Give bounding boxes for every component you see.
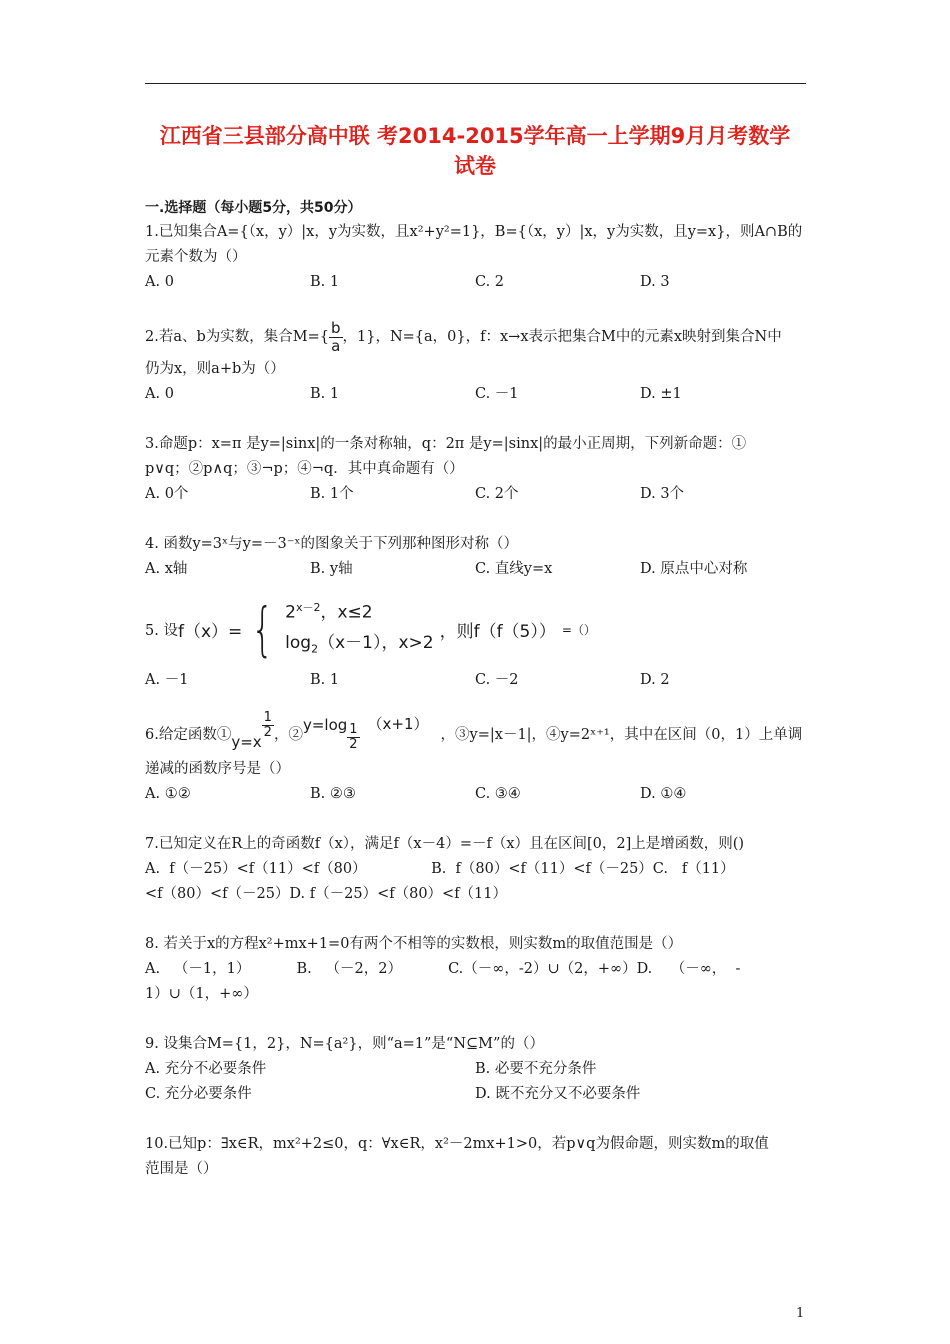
option-c: C. 充分必要条件 — [145, 1086, 252, 1102]
question-9-options-row-2 — [145, 1082, 810, 1107]
question-3-line-1: 3.命题p：x=π 是y=|sinx|的一条对称轴，q：2π 是y=|sinx|的最小正周期，下列新命题：① — [145, 436, 747, 452]
option-b: B. 1 — [310, 386, 340, 402]
option-d: D. 3个 — [640, 486, 685, 502]
question-9-line-1: 9. 设集合M={1，2}，N={a²}，则“a=1”是“N⊆M”的（） — [145, 1036, 544, 1052]
question-6-line-1 — [145, 709, 810, 757]
fraction-numerator: b — [330, 318, 341, 337]
option-c: C. ③④ — [475, 786, 521, 802]
question-3-options — [145, 482, 810, 507]
option-c: C. 2个 — [475, 486, 519, 502]
document-title — [130, 121, 820, 181]
question-8 — [145, 932, 810, 1007]
question-1-line-1: 1.已知集合A={（x，y）|x，y为实数，且x²+y²=1}，B={（x，y）|x，y为实数，且y=x}，则A∩B的 — [145, 224, 803, 240]
option-c: C. 2 — [475, 274, 505, 290]
question-8-line-1: 8. 若关于x的方程x²+mx+1=0有两个不相等的实数根，则实数m的取值范围是（） — [145, 936, 683, 952]
question-2-line-2: 仍为x，则a+b为（） — [145, 361, 285, 377]
question-2 — [145, 317, 810, 407]
question-5-line-1 — [145, 594, 810, 664]
question-5-prefix: 5. 设 — [145, 622, 178, 639]
question-5 — [145, 594, 810, 693]
question-9-options-row-1 — [145, 1057, 810, 1082]
question-4 — [145, 532, 810, 582]
option-c: C. 直线y=x — [475, 561, 553, 577]
question-10-line-1: 10.已知p：∃x∈R，mx²+2≤0，q：∀x∈R，x²－2mx+1>0，若p∨q为假命题，则实数m的取值 — [145, 1136, 769, 1152]
option-b: B. 1 — [310, 672, 340, 688]
question-2-options — [145, 382, 810, 407]
fraction-denominator: a — [331, 336, 341, 355]
question-2-post: ，1}，N={a，0}，f：x→x表示把集合M中的元素x映射到集合N中 — [342, 328, 782, 345]
function-name: f（x）= — [177, 621, 243, 642]
option-a: A. 0个 — [145, 486, 189, 502]
question-1 — [145, 220, 810, 295]
option-d: D. ①④ — [640, 786, 687, 802]
question-10 — [145, 1132, 810, 1182]
option-d: D. 原点中心对称 — [640, 561, 748, 577]
option-c: C. －2 — [475, 672, 519, 688]
question-5-tail: ，则f（f（5）） — [439, 621, 556, 642]
function-1: y=x $\frac{1}{2}$ — [231, 709, 272, 751]
question-7 — [145, 832, 810, 907]
question-7-line-3: <f（80）<f（－25）D. f（－25）<f（80）<f（11） — [145, 886, 508, 902]
option-a: A. 充分不必要条件 — [145, 1061, 267, 1077]
option-b: B. y轴 — [310, 561, 353, 577]
question-8-line-3: 1）∪（1，+∞） — [145, 986, 258, 1002]
option-b: B. 1个 — [310, 486, 354, 502]
option-a: A. ①② — [145, 786, 191, 802]
piecewise-cases — [285, 593, 433, 664]
question-6-line-2: 递减的函数序号是（） — [145, 761, 290, 777]
question-2-pre: 2.若a、b为实数，集合M={ — [145, 328, 329, 345]
question-1-options — [145, 270, 810, 295]
log-base-fraction: $\frac{1}{2}$ — [349, 721, 358, 752]
option-a: A. x轴 — [145, 561, 188, 577]
section-heading: 一.选择题（每小题5分，共50分） — [145, 200, 362, 216]
question-9 — [145, 1032, 810, 1107]
title-line-2: 试卷 — [454, 154, 496, 178]
option-a: A. －1 — [145, 672, 189, 688]
question-6-prefix: 6.给定函数① — [145, 726, 232, 743]
fraction-b-over-a — [329, 320, 343, 355]
question-6-mid: ，② — [273, 726, 303, 743]
option-b: B. ②③ — [310, 786, 356, 802]
question-6-options — [145, 782, 810, 807]
question-6-post: ，③y=|x－1|，④y=2ˣ⁺¹，其中在区间（0，1）上单调 — [440, 726, 803, 743]
page-number: 1 — [796, 1306, 805, 1321]
header-rule — [145, 83, 806, 84]
option-b: B. 必要不充分条件 — [475, 1061, 597, 1077]
question-3 — [145, 432, 810, 507]
piecewise-function — [178, 593, 556, 664]
question-10-line-2: 范围是（） — [145, 1161, 218, 1177]
function-2: y=log $\frac{1}{2}$ （x+1） — [302, 714, 429, 752]
question-4-options — [145, 557, 810, 582]
left-brace-icon: { — [251, 595, 274, 663]
option-a: A. 0 — [145, 386, 174, 402]
option-a: A. 0 — [145, 274, 174, 290]
question-7-line-1: 7.已知定义在R上的奇函数f（x），满足f（x－4）=－f（x）且在区间[0，2]上是增函数，则() — [145, 836, 745, 852]
question-6 — [145, 709, 810, 807]
question-1-line-2: 元素个数为（） — [145, 249, 247, 265]
question-2-line-1 — [145, 317, 810, 357]
question-3-line-2: p∨q；②p∧q；③¬p；④¬q．其中真命题有（） — [145, 461, 464, 477]
question-4-line-1: 4. 函数y=3ˣ与y=－3⁻ˣ的图象关于下列那种图形对称（） — [145, 536, 519, 552]
exponent-fraction: $\frac{1}{2}$ — [263, 709, 272, 740]
option-d: D. 2 — [640, 672, 670, 688]
option-c: C. －1 — [475, 386, 519, 402]
case-1: $2^{x-2}$，x≤2 — [285, 601, 373, 624]
question-8-line-2: A. （－1，1） B. （－2，2） C.（－∞，-2）∪（2，+∞）D. （－∞， - — [145, 961, 741, 977]
question-5-options — [145, 668, 810, 693]
case-2: $\log_2(x-1)$，x>2 — [285, 633, 434, 656]
option-d: D. ±1 — [640, 386, 682, 402]
question-list — [145, 196, 810, 1182]
title-line-1: 江西省三县部分高中联 考2014-2015学年高一上学期9月月考数学 — [159, 124, 791, 148]
option-d: D. 3 — [640, 274, 670, 290]
option-d: D. 既不充分又不必要条件 — [475, 1086, 641, 1102]
question-7-line-2: A. f（－25）<f（11）<f（80） B. f（80）<f（11）<f（－25）C. f（11） — [145, 861, 735, 877]
question-5-blank: =（） — [561, 622, 596, 637]
option-b: B. 1 — [310, 274, 340, 290]
